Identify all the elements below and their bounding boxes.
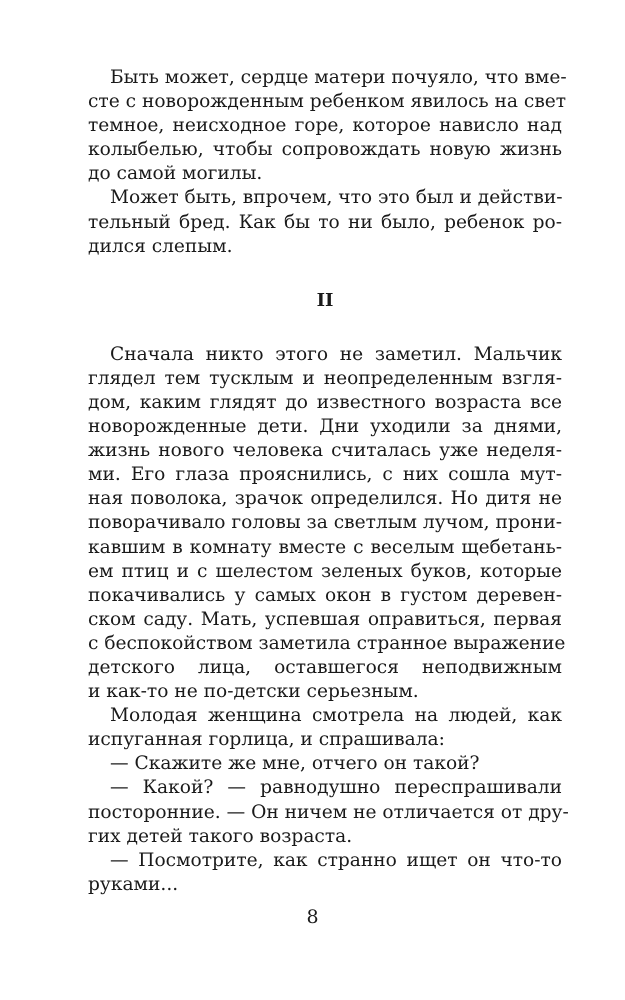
text-line: кавшим в комнату вместе с веселым щебетань-	[88, 536, 562, 558]
text-line: жизнь нового человека считалась уже неделя-	[88, 440, 562, 462]
text-line: Молодая женщина смотрела на людей, как	[110, 705, 562, 727]
text-line: новорожденные дети. Дни уходили за днями,	[88, 416, 562, 438]
text-line: до самой могилы.	[88, 163, 263, 185]
text-line: — Посмотрите, как странно ищет он что-то	[110, 849, 562, 871]
text-line: сте с новорожденным ребенком явилось на свет	[88, 91, 567, 113]
text-line: поворачивало головы за светлым лучом, прони-	[88, 512, 562, 534]
text-line: испуганная горлица, и спрашивала:	[88, 729, 445, 751]
page-body	[88, 66, 569, 897]
text-line: тельный бред. Как бы то ни было, ребенок ро-	[88, 211, 562, 233]
text-line: детского лица, оставшегося неподвижным	[88, 656, 562, 678]
text-line: — Какой? — равнодушно переспрашивали	[110, 777, 562, 799]
chapter-heading: II	[316, 289, 334, 311]
text-line: темное, неисходное горе, которое нависло над	[88, 115, 562, 137]
paragraph	[88, 66, 567, 186]
text-line: руками...	[88, 873, 179, 895]
text-line: глядел тем тусклым и неопределенным взгля-	[88, 367, 562, 389]
text-line: ми. Его глаза прояснились, с них сошла мут-	[88, 464, 562, 486]
text-line: колыбелью, чтобы сопровождать новую жизнь	[88, 139, 562, 161]
text-line: ем птиц и с шелестом зеленых буков, которые	[88, 560, 562, 582]
paragraph	[88, 752, 562, 776]
page-number: 8	[306, 906, 319, 928]
text-line: и как-то не по-детски серьезным.	[88, 681, 419, 703]
text-line: ском саду. Мать, успевшая оправиться, первая	[88, 608, 562, 630]
paragraph	[88, 343, 566, 704]
paragraph	[88, 186, 562, 258]
paragraph	[88, 776, 569, 848]
text-line: с беспокойством заметила странное выражение	[88, 632, 566, 654]
text-line: дом, каким глядят до известного возраста все	[88, 391, 562, 413]
text-line: Быть может, сердце матери почуяло, что вме-	[110, 67, 567, 88]
text-line: ная поволока, зрачок определился. Но дитя не	[88, 488, 562, 510]
text-line: дился слепым.	[88, 235, 233, 257]
paragraph	[88, 704, 562, 752]
text-line: гих детей такого возраста.	[88, 825, 353, 847]
text-line: Может быть, впрочем, что это был и действи-	[110, 187, 563, 209]
text-line: покачивались у самых окон в густом деревен-	[88, 584, 562, 606]
text-line: посторонние. — Он ничем не отличается от дру-	[88, 801, 569, 823]
text-line: Сначала никто этого не заметил. Мальчик	[110, 343, 562, 365]
text-line: — Скажите же мне, отчего он такой?	[110, 753, 480, 775]
paragraph	[88, 849, 562, 897]
